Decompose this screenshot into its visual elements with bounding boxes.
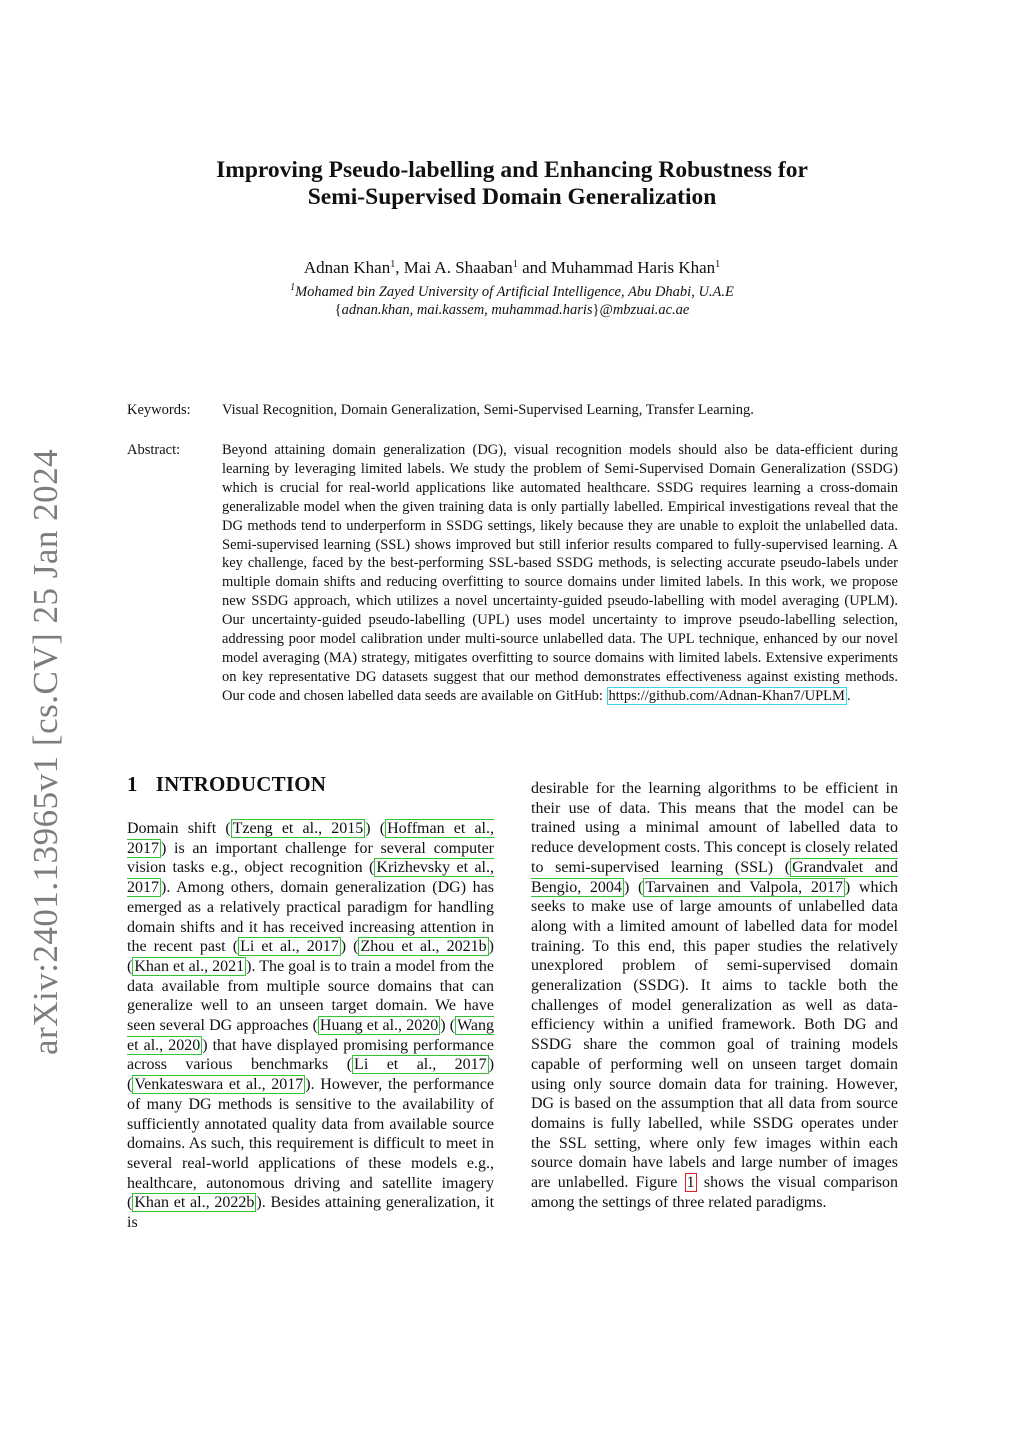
- arxiv-identifier-stamp: arXiv:2401.13965v1 [cs.CV] 25 Jan 2024: [26, 448, 65, 1055]
- body-text: ). Among others, domain generalization (DG) has emerged as a relatively practical paradigm for handling domain shifts and it has received increasing attention in the recent past (: [127, 879, 494, 956]
- body-text: ) (: [127, 1056, 495, 1094]
- body-text: ) (: [340, 938, 359, 956]
- author-emails: [127, 301, 897, 319]
- author-2-affil-marker: 1: [512, 259, 518, 270]
- citation-link[interactable]: Tzeng et al., 2015: [232, 820, 364, 837]
- email-close-brace: }: [592, 302, 600, 318]
- author-3-affil-marker: 1: [715, 259, 721, 270]
- abstract-text: [222, 441, 898, 706]
- citation-link[interactable]: Li et al., 2017: [354, 1056, 487, 1074]
- paper-title: [127, 157, 897, 211]
- body-text: ) (: [440, 1017, 456, 1035]
- intro-column-left: [127, 819, 494, 1233]
- figure-reference-link[interactable]: 1: [686, 1174, 695, 1192]
- body-text: ) that have displayed promising performance across various benchmarks (: [127, 1036, 494, 1074]
- body-text: ) which seeks to make use of large amounts of unlabelled data along with a limited amount of labelled data for model training. To this end, this paper studies the relatively unexplored problem of semi-supervised domain generalization (SSDG). It aims to tackle both the challenges of model generalization as well as data-efficiency within a unified framework. Both DG and SSDG share the common goal of training models capable of performing well on unseen target domain using only source domain data for training. However, DG is based on the assumption that all data from source domains is fully labelled, while SSDG operates under the SSL setting, where only few images within each source domain have labels and large number of images are unlabelled. Figure: [531, 878, 899, 1192]
- affiliation-marker: 1: [290, 282, 296, 293]
- email-open-brace: {: [334, 302, 342, 318]
- citation-link[interactable]: Wang et al., 2020: [127, 1017, 495, 1054]
- abstract-body: Beyond attaining domain generalization (DG), visual recognition models should also be data-efficient during learning by leveraging limited labels. We study the problem of Semi-Supervised Domain Generalization (SSDG) which is crucial for real-world applications like automated healthcare. SSDG requires learning a cross-domain generalizable model when the given training data is only partially labelled. Empirical investigations reveal that the DG methods tend to underperform in SSDG settings, likely because they are unable to exploit the unlabelled data. Semi-supervised learning (SSL) shows improved but still inferior results compared to fully-supervised learning. A key challenge, faced by the best-performing SSL-based SSDG methods, is selecting accurate pseudo-labels under multiple domain shifts and reducing overfitting to source domains under limited labels. In this work, we propose new SSDG approach, which utilizes a novel uncertainty-guided pseudo-labelling with model averaging (UPLM). Our uncertainty-guided pseudo-labelling (UPL) uses model uncertainty to improve pseudo-labelling selection, addressing poor model calibration under multi-source unlabelled data. The UPL technique, enhanced by our novel model averaging (MA) strategy, mitigates overfitting to source domains with limited labels. Extensive experiments on key representative DG datasets suggest that our method demonstrates effectiveness against existing methods. Our code and chosen labelled data seeds are available on GitHub:: [222, 442, 898, 704]
- body-text: desirable for the learning algorithms to be efficient in their use of data. This means that the model can be trained using a minimal amount of labelled data to reduce development costs. This concept is closely related to semi-supervised learning (SSL) (: [531, 780, 898, 876]
- citation-link[interactable]: Grandvalet and Bengio, 2004: [531, 858, 898, 896]
- body-text: ) is an important challenge for several computer vision tasks e.g., object recognition (: [127, 839, 494, 877]
- body-text: ). However, the performance of many DG methods is sensitive to the availability of sufficiently annotated quality data from available source domains. As such, this requirement is difficult to meet in several real-world applications of these models e.g., healthcare, autonomous driving and satellite imagery (: [127, 1076, 495, 1212]
- author-list: [127, 257, 897, 279]
- citation-link[interactable]: Tarvainen and Valpola, 2017: [645, 878, 843, 896]
- github-link[interactable]: https://github.com/Adnan-Khan7/UPLM: [608, 687, 845, 704]
- abstract-label: Abstract:: [127, 442, 181, 458]
- body-text: shows the visual comparison among the settings of three related paradigms.: [531, 1174, 899, 1211]
- author-3: Muhammad Haris Khan: [550, 258, 716, 277]
- body-text: ) (: [623, 878, 644, 896]
- author-separator: and: [517, 258, 551, 277]
- intro-column-right: [531, 779, 898, 1212]
- author-1: Adnan Khan: [303, 258, 391, 277]
- abstract-end: .: [846, 687, 851, 704]
- body-text: ). The goal is to train a model from the data available from multiple source domains that can generalize well to an unseen target domain. We have seen several DG approaches (: [127, 957, 495, 1035]
- citation-link[interactable]: Li et al., 2017: [240, 938, 339, 956]
- section-number: 1: [127, 772, 138, 796]
- title-line-2: Semi-Supervised Domain Generalization: [307, 184, 717, 210]
- section-heading: [127, 772, 326, 797]
- affiliation: [127, 283, 897, 301]
- citation-link[interactable]: Venkateswara et al., 2017: [134, 1076, 304, 1094]
- section-title: INTRODUCTION: [155, 772, 327, 796]
- author-1-affil-marker: 1: [390, 259, 396, 270]
- citation-link[interactable]: Krizhevsky et al., 2017: [127, 859, 494, 897]
- affiliation-text: Mohamed bin Zayed University of Artificial Intelligence, Abu Dhabi, U.A.E: [295, 284, 734, 300]
- keywords-label: Keywords:: [127, 402, 191, 418]
- citation-link[interactable]: Khan et al., 2021: [134, 957, 245, 975]
- email-names: adnan.khan, mai.kassem, muhammad.haris: [341, 302, 593, 318]
- author-2: Mai A. Shaaban: [403, 258, 513, 277]
- body-text: ) (: [365, 820, 386, 837]
- body-text: ). Besides attaining generalization, it is: [127, 1194, 495, 1232]
- email-domain: @mbzuai.ac.ae: [599, 302, 690, 318]
- body-text: ) (: [127, 938, 494, 975]
- citation-link[interactable]: Zhou et al., 2021b: [360, 938, 487, 956]
- citation-link[interactable]: Khan et al., 2022b: [134, 1194, 255, 1212]
- citation-link[interactable]: Hoffman et al., 2017: [127, 820, 494, 857]
- citation-link[interactable]: Huang et al., 2020: [319, 1017, 439, 1035]
- keywords-text: Visual Recognition, Domain Generalization, Semi-Supervised Learning, Transfer Learning.: [222, 402, 754, 418]
- title-line-1: Improving Pseudo-labelling and Enhancing Robustness for: [216, 157, 808, 183]
- author-separator: ,: [395, 258, 404, 277]
- body-text: Domain shift (: [127, 820, 231, 837]
